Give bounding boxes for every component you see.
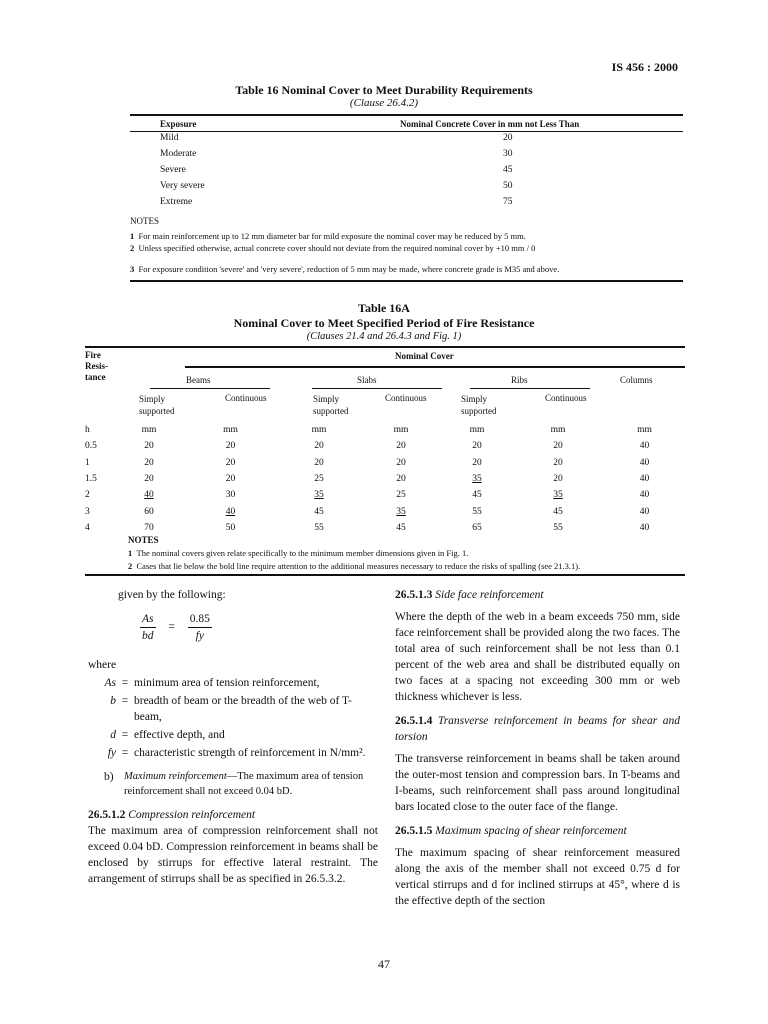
exposure-cell: Severe — [160, 165, 186, 175]
fire-resistance-cell: 4 — [85, 522, 90, 533]
cover-cell: 45 — [553, 506, 563, 517]
left-column — [88, 587, 378, 887]
note-number: 3 — [130, 263, 135, 274]
group-ribs: Ribs — [511, 375, 528, 385]
fire-resistance-cell: 1.5 — [85, 474, 97, 485]
definition-equals: = — [121, 729, 129, 741]
unit-cell: mm — [393, 425, 409, 436]
definition-item — [88, 745, 378, 761]
table16-note — [130, 242, 690, 255]
definition-equals: = — [121, 677, 129, 689]
cover-cell: 20 — [503, 133, 513, 143]
cover-cell: 40 — [639, 490, 650, 501]
note-number: 2 — [130, 243, 135, 253]
fire-resistance-cell: 2 — [85, 490, 90, 501]
table16a-col-nominal: Nominal Cover — [395, 351, 454, 361]
section-title: Side face reinforcement — [435, 589, 544, 601]
sub-slabs-simply: Simply supported — [313, 394, 349, 416]
unit-cell: mm — [637, 425, 652, 436]
section-26-5-1-2-heading — [88, 807, 378, 823]
cover-cell: 35 — [472, 474, 482, 485]
right-column — [395, 587, 680, 909]
cover-cell: 20 — [144, 474, 154, 485]
definition-symbol: fy — [107, 747, 116, 759]
definition-item — [88, 675, 378, 691]
table16-row — [160, 162, 680, 178]
exposure-cell: Mild — [160, 133, 179, 143]
standard-header: IS 456 : 2000 — [611, 60, 678, 74]
cover-cell: 20 — [144, 441, 154, 452]
cover-cell: 35 — [396, 506, 406, 517]
formula-lhs — [140, 611, 156, 644]
table16-row — [160, 146, 680, 162]
exposure-cell: Moderate — [160, 149, 197, 159]
definition-item — [88, 693, 378, 725]
section-26-5-1-3-text: Where the depth of the web in a beam exceeds 750 mm, side face reinforcement shall be provided along the two faces. The total area of such reinforcement shall be not less than 0.1 percent of the web area and shall be distributed equally on two faces at a spacing not exceeding 300 mm or web thickness whichever is less. — [395, 611, 680, 703]
table16-top-rule — [130, 114, 683, 116]
cover-cell: 40 — [144, 490, 154, 501]
cover-cell: 35 — [553, 490, 563, 501]
table16-note — [130, 230, 690, 243]
unit-cell: mm — [141, 425, 157, 436]
table16a-title: Nominal Cover to Meet Specified Period of Fire Resistance — [233, 316, 535, 330]
formula-equals: = — [168, 621, 175, 634]
unit-cell: mm — [223, 425, 238, 436]
definitions-list — [88, 675, 378, 761]
section-title: Transverse reinforcement in beams for shear and torsion — [395, 715, 680, 743]
table16-row — [160, 130, 680, 146]
page-number: 47 — [378, 957, 390, 971]
item-text: —The maximum area of tension reinforcement shall not exceed 0.04 bD. — [124, 771, 364, 797]
table16a-note — [128, 560, 688, 573]
fire-resistance-cell: 1 — [85, 457, 90, 468]
section-26-5-1-3-heading — [395, 587, 680, 603]
cover-cell: 55 — [314, 522, 324, 533]
section-title: Compression reinforcement — [128, 809, 256, 821]
cover-cell: 55 — [472, 506, 482, 517]
cover-cell: 20 — [472, 441, 482, 452]
cover-cell: 45 — [503, 165, 513, 175]
cover-cell: 20 — [396, 474, 406, 485]
table16-row — [160, 178, 680, 194]
table16a-row — [85, 438, 685, 454]
max-reinforcement — [104, 769, 378, 799]
section-26-5-1-4-heading — [395, 713, 680, 745]
cover-cell: 20 — [553, 474, 563, 485]
table16-col-cover: Nominal Concrete Cover in mm not Less Than — [400, 119, 580, 129]
intro-text: given by the following: — [118, 589, 226, 601]
table16-bottom-rule — [130, 280, 683, 282]
table16a-title-block — [0, 301, 768, 331]
table16a-note — [128, 547, 688, 560]
section-number: 26.5.1.4 — [395, 715, 433, 727]
slabs-brace — [312, 388, 442, 389]
definition-symbol: As — [104, 677, 116, 689]
cover-cell: 20 — [314, 457, 324, 468]
section-number: 26.5.1.2 — [88, 809, 126, 821]
note-number: 1 — [130, 230, 135, 241]
cover-cell: 45 — [396, 522, 406, 533]
table16-row — [160, 194, 680, 210]
sub-beams-simply: Simply supported — [139, 394, 175, 416]
table16a-clause: (Clauses 21.4 and 26.4.3 and Fig. 1) — [306, 331, 462, 342]
exposure-cell: Very severe — [160, 181, 205, 191]
fire-resistance-cell: 3 — [85, 506, 90, 517]
unit-cell: mm — [311, 425, 327, 436]
cover-cell: 20 — [396, 457, 406, 468]
cover-cell: 60 — [144, 506, 154, 517]
item-body — [124, 769, 378, 799]
note-text: For exposure condition 'severe' and 'very severe', reduction of 5 mm may be made, where concrete grade is M35 and above. — [138, 263, 560, 274]
cover-cell: 20 — [396, 441, 406, 452]
note-number: 1 — [128, 548, 133, 558]
cover-cell: 50 — [503, 181, 513, 191]
table16-clause: (Clause 26.4.2) — [349, 97, 419, 109]
table16a-top-rule — [85, 346, 685, 348]
group-columns: Columns — [620, 375, 653, 385]
cover-cell: 40 — [639, 474, 650, 485]
section-26-5-1-2-text: The maximum area of compression reinforcement shall not exceed 0.04 bD. Compression reinforcement in beams shall be enclosed by stirrups for effective lateral restraint. The arrangement of stirrups shall be as specified in 26.5.3.2. — [88, 825, 378, 885]
table16a — [85, 422, 685, 536]
table16-note — [130, 263, 690, 276]
lhs-numerator: As — [140, 611, 156, 628]
cover-cell: 20 — [553, 441, 563, 452]
definition-symbol: d — [110, 729, 116, 741]
formula-rhs — [188, 611, 212, 644]
nominal-cover-brace — [185, 366, 685, 368]
table16a-label: Table 16A — [358, 301, 410, 315]
cover-cell: 35 — [314, 490, 324, 501]
table16-col-exposure: Exposure — [160, 119, 197, 129]
definition-symbol: b — [110, 695, 116, 707]
cover-cell: 25 — [314, 474, 324, 485]
cover-cell: 45 — [314, 506, 324, 517]
group-beams: Beams — [186, 375, 211, 385]
sub-slabs-continuous: Continuous — [385, 393, 427, 403]
cover-cell: 50 — [225, 522, 236, 533]
cover-cell: 40 — [639, 522, 650, 533]
definition-equals: = — [121, 695, 129, 707]
definition-item — [88, 727, 378, 743]
note-text: Cases that lie below the bold line require attention to the additional measures necessary to reduce the risks of spalling (see 21.3.1). — [136, 561, 581, 571]
cover-cell: 20 — [144, 457, 154, 468]
unit-cell: mm — [469, 425, 485, 436]
section-number: 26.5.1.3 — [395, 589, 433, 601]
cover-cell: 30 — [503, 149, 513, 159]
cover-cell: 20 — [225, 457, 236, 468]
section-26-5-1-5-text: The maximum spacing of shear reinforcement measured along the axis of the member shall not exceed 0.75 d for vertical stirrups and d for inclined stirrups at 45°, where d is the effective depth of the section — [395, 847, 680, 907]
section-number: 26.5.1.5 — [395, 825, 433, 837]
cover-cell: 20 — [225, 441, 236, 452]
cover-cell: 55 — [553, 522, 563, 533]
item-title: Maximum reinforcement — [124, 771, 227, 782]
cover-cell: 20 — [314, 441, 324, 452]
lhs-denominator: bd — [142, 630, 154, 642]
definition-text: characteristic strength of reinforcement in N/mm². — [134, 747, 366, 759]
rhs-numerator: 0.85 — [188, 611, 212, 628]
section-26-5-1-4-text: The transverse reinforcement in beams shall be taken around the outer-most tension and compression bars. In T-beams and I-beams, such reinforcement shall pass around longitudinal bars located close to the outer face of the flange. — [395, 753, 680, 813]
exposure-cell: Extreme — [160, 197, 193, 207]
sub-ribs-simply: Simply supported — [461, 394, 497, 416]
sub-ribs-continuous: Continuous — [545, 393, 587, 403]
item-label: b) — [104, 771, 114, 783]
table16-title: Table 16 Nominal Cover to Meet Durability Requirements — [235, 83, 533, 97]
cover-cell: 40 — [639, 441, 650, 452]
table16-header-rule — [130, 131, 683, 132]
cover-cell: 20 — [472, 457, 482, 468]
definition-equals: = — [121, 747, 129, 759]
note-text: Unless specified otherwise, actual concrete cover should not deviate from the required nominal cover by +10 mm / 0 — [138, 243, 536, 253]
unit-cell: h — [85, 425, 90, 436]
cover-cell: 20 — [553, 457, 563, 468]
cover-cell: 20 — [225, 474, 236, 485]
unit-cell: mm — [550, 425, 566, 436]
cover-cell: 70 — [144, 522, 154, 533]
ribs-brace — [470, 388, 590, 389]
definition-text: minimum area of tension reinforcement, — [134, 677, 320, 689]
beams-brace — [150, 388, 270, 389]
table16a-col-fire: Fire Resis-tance — [85, 350, 108, 382]
table16a-row — [85, 471, 685, 487]
definition-text: breadth of beam or the breadth of the web of T-beam, — [134, 695, 352, 723]
section-26-5-1-5-heading — [395, 823, 680, 839]
table16a-row — [85, 455, 685, 471]
note-text: For main reinforcement up to 12 mm diameter bar for mild exposure the nominal cover may be reduced by 5 mm. — [138, 230, 526, 241]
note-number: 2 — [128, 561, 133, 571]
table16a-notes-heading: NOTES — [128, 535, 159, 545]
note-text: The nominal covers given relate specifically to the minimum member dimensions given in Fig. 1. — [136, 548, 469, 558]
group-slabs: Slabs — [357, 375, 377, 385]
table16a-notes — [128, 534, 688, 573]
table16a-row — [85, 503, 685, 519]
table16a-bottom-rule — [85, 574, 685, 576]
formula — [140, 611, 378, 653]
table16-notes — [130, 215, 690, 275]
definition-text: effective depth, and — [134, 729, 225, 741]
cover-cell: 25 — [396, 490, 406, 501]
cover-cell: 40 — [639, 506, 650, 517]
table16a-row — [85, 487, 685, 503]
cover-cell: 75 — [503, 197, 513, 207]
table16-notes-heading: NOTES — [130, 216, 159, 226]
table16a-units-row — [85, 422, 685, 438]
cover-cell: 40 — [225, 506, 236, 517]
cover-cell: 45 — [472, 490, 482, 501]
where-label: where — [88, 659, 117, 671]
section-title: Maximum spacing of shear reinforcement — [435, 825, 627, 837]
fire-resistance-cell: 0.5 — [85, 441, 97, 452]
sub-beams-continuous: Continuous — [225, 393, 267, 403]
cover-cell: 65 — [472, 522, 482, 533]
cover-cell: 40 — [639, 457, 650, 468]
cover-cell: 30 — [225, 490, 236, 501]
rhs-denominator: fy — [195, 630, 204, 642]
